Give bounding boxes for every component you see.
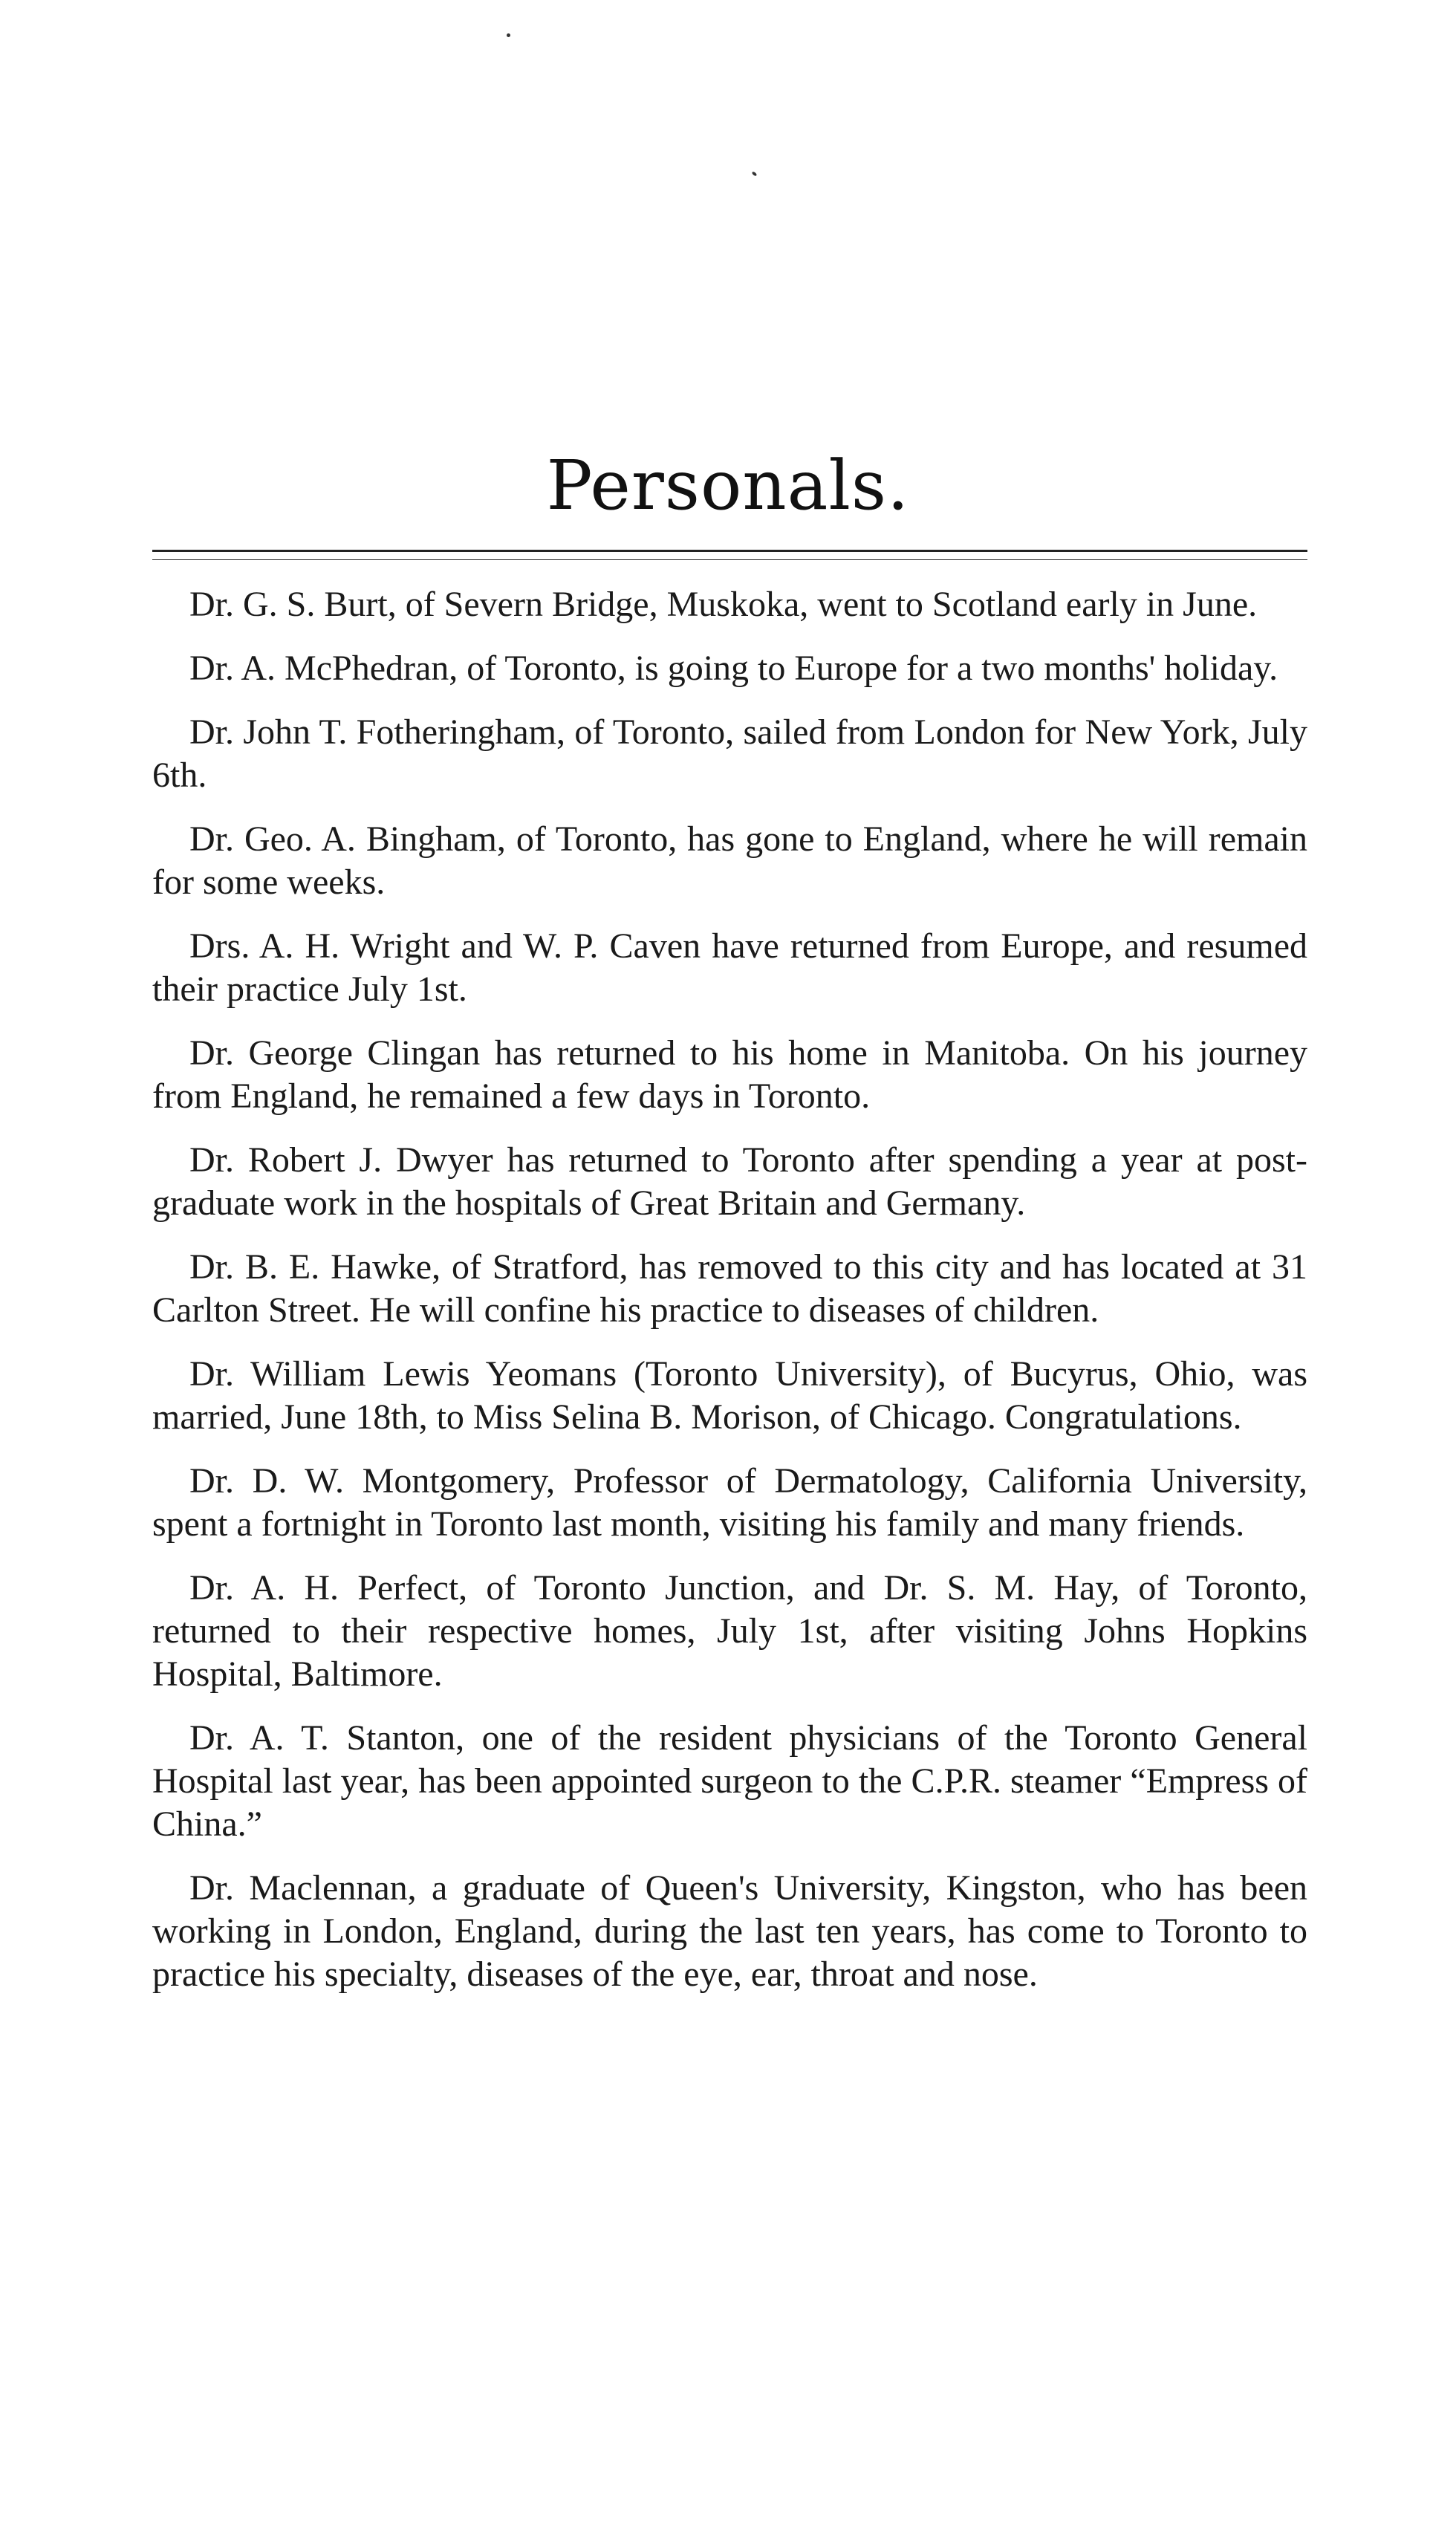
personal-entry: Dr. George Clingan has returned to his home in Manitoba. On his journey from England, he remained a few days in Toronto.	[152, 1033, 1307, 1116]
personal-entry: Dr. Robert J. Dwyer has returned to Toronto after spending a year at post-graduate work in the hospitals of Great Britain and Germany.	[152, 1140, 1307, 1223]
personal-entry: Dr. Maclennan, a graduate of Queen's University, Kingston, who has been working in London, England, during the last ten years, has come to Toronto to practice his specialty, diseases of the eye, ear, throat and nose.	[152, 1868, 1307, 1994]
personal-entry: Dr. A. H. Perfect, of Toronto Junction, and Dr. S. M. Hay, of Toronto, returned to their respective homes, July 1st, after visiting Johns Hopkins Hospital, Baltimore.	[152, 1568, 1307, 1694]
personal-entry: Dr. B. E. Hawke, of Stratford, has removed to this city and has located at 31 Carlton Street. He will confine his practice to diseases of children.	[152, 1247, 1307, 1330]
personal-entry: Dr. A. T. Stanton, one of the resident physicians of the Toronto General Hospital last year, has been appointed surgeon to the C.P.R. steamer “Empress of China.”	[152, 1718, 1307, 1844]
scan-speck	[752, 171, 758, 177]
scan-speck	[507, 33, 510, 37]
personal-entry: Dr. D. W. Montgomery, Professor of Dermatology, California University, spent a fortnight in Toronto last month, visiting his family and many friends.	[152, 1461, 1307, 1544]
personals-list	[152, 583, 1307, 2017]
personal-entry: Dr. A. McPhedran, of Toronto, is going to Europe for a two months' holiday.	[189, 649, 1278, 688]
personal-entry: Dr. John T. Fotheringham, of Toronto, sailed from London for New York, July 6th.	[152, 712, 1307, 795]
page-title: Personals.	[546, 446, 910, 525]
personal-entry: Dr. William Lewis Yeomans (Toronto University), of Bucyrus, Ohio, was married, June 18th, to Miss Selina B. Morison, of Chicago. Congratulations.	[152, 1354, 1307, 1437]
title-rule	[152, 550, 1307, 560]
personal-entry: Drs. A. H. Wright and W. P. Caven have returned from Europe, and resumed their practice July 1st.	[152, 926, 1307, 1009]
personal-entry: Dr. Geo. A. Bingham, of Toronto, has gone to England, where he will remain for some weeks.	[152, 819, 1307, 902]
personal-entry: Dr. G. S. Burt, of Severn Bridge, Muskoka, went to Scotland early in June.	[189, 585, 1258, 624]
